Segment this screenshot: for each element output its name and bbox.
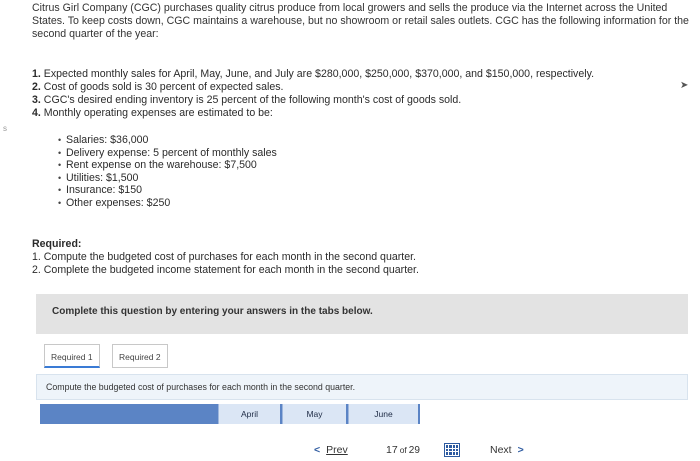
prev-label: Prev: [326, 444, 348, 456]
next-button[interactable]: [490, 444, 524, 456]
given-info-list: [32, 68, 692, 120]
problem-intro: Citrus Girl Company (CGC) purchases quality citrus produce from local growers and sells the produce via the Internet across the United States. To keep costs down, CGC maintains a warehouse, but no showroom or retail sales outlets. CGC has the following information for the second quarter of the year:: [32, 2, 689, 40]
list-item: 1. Expected monthly sales for April, May, June, and July are $280,000, $250,000, $370,000, and $150,000, respectively.: [32, 68, 595, 80]
next-label: Next: [490, 444, 512, 456]
prompt-text: Compute the budgeted cost of purchases for each month in the second quarter.: [46, 382, 356, 392]
required-item: 2. Complete the budgeted income statement for each month in the second quarter.: [32, 264, 419, 276]
required-item: 1. Compute the budgeted cost of purchases for each month in the second quarter.: [32, 251, 416, 263]
list-item: • Utilities: $1,500: [58, 172, 277, 185]
required-heading: Required:: [32, 238, 82, 250]
mouse-cursor-icon: ➤: [680, 80, 689, 91]
column-header-april: April: [218, 404, 280, 424]
operating-expenses-list: [58, 134, 277, 209]
list-item: • Delivery expense: 5 percent of monthly sales: [58, 147, 277, 160]
list-item: • Salaries: $36,000: [58, 134, 277, 147]
list-item: 2. Cost of goods sold is 30 percent of expected sales.: [32, 81, 284, 93]
required-section: [32, 238, 419, 277]
list-item: • Insurance: $150: [58, 184, 277, 197]
grid-icon[interactable]: [444, 443, 460, 457]
column-header-may: May: [282, 404, 346, 424]
margin-marker: s: [3, 124, 7, 133]
list-item: • Other expenses: $250: [58, 197, 277, 210]
chevron-left-icon: <: [314, 444, 321, 456]
list-item: 3. CGC's desired ending inventory is 25 percent of the following month's cost of goods sold.: [32, 94, 462, 106]
column-header-june: June: [348, 404, 418, 424]
tab-required-1[interactable]: Required 1: [44, 344, 100, 368]
chevron-right-icon: >: [517, 444, 524, 456]
prev-button[interactable]: [314, 444, 348, 456]
list-item: • Rent expense on the warehouse: $7,500: [58, 159, 277, 172]
instruction-text: Complete this question by entering your answers in the tabs below.: [52, 306, 373, 317]
page-indicator: 17 of 29: [386, 444, 420, 456]
tab-required-2[interactable]: Required 2: [112, 344, 168, 368]
list-item: 4. Monthly operating expenses are estimated to be:: [32, 107, 273, 119]
